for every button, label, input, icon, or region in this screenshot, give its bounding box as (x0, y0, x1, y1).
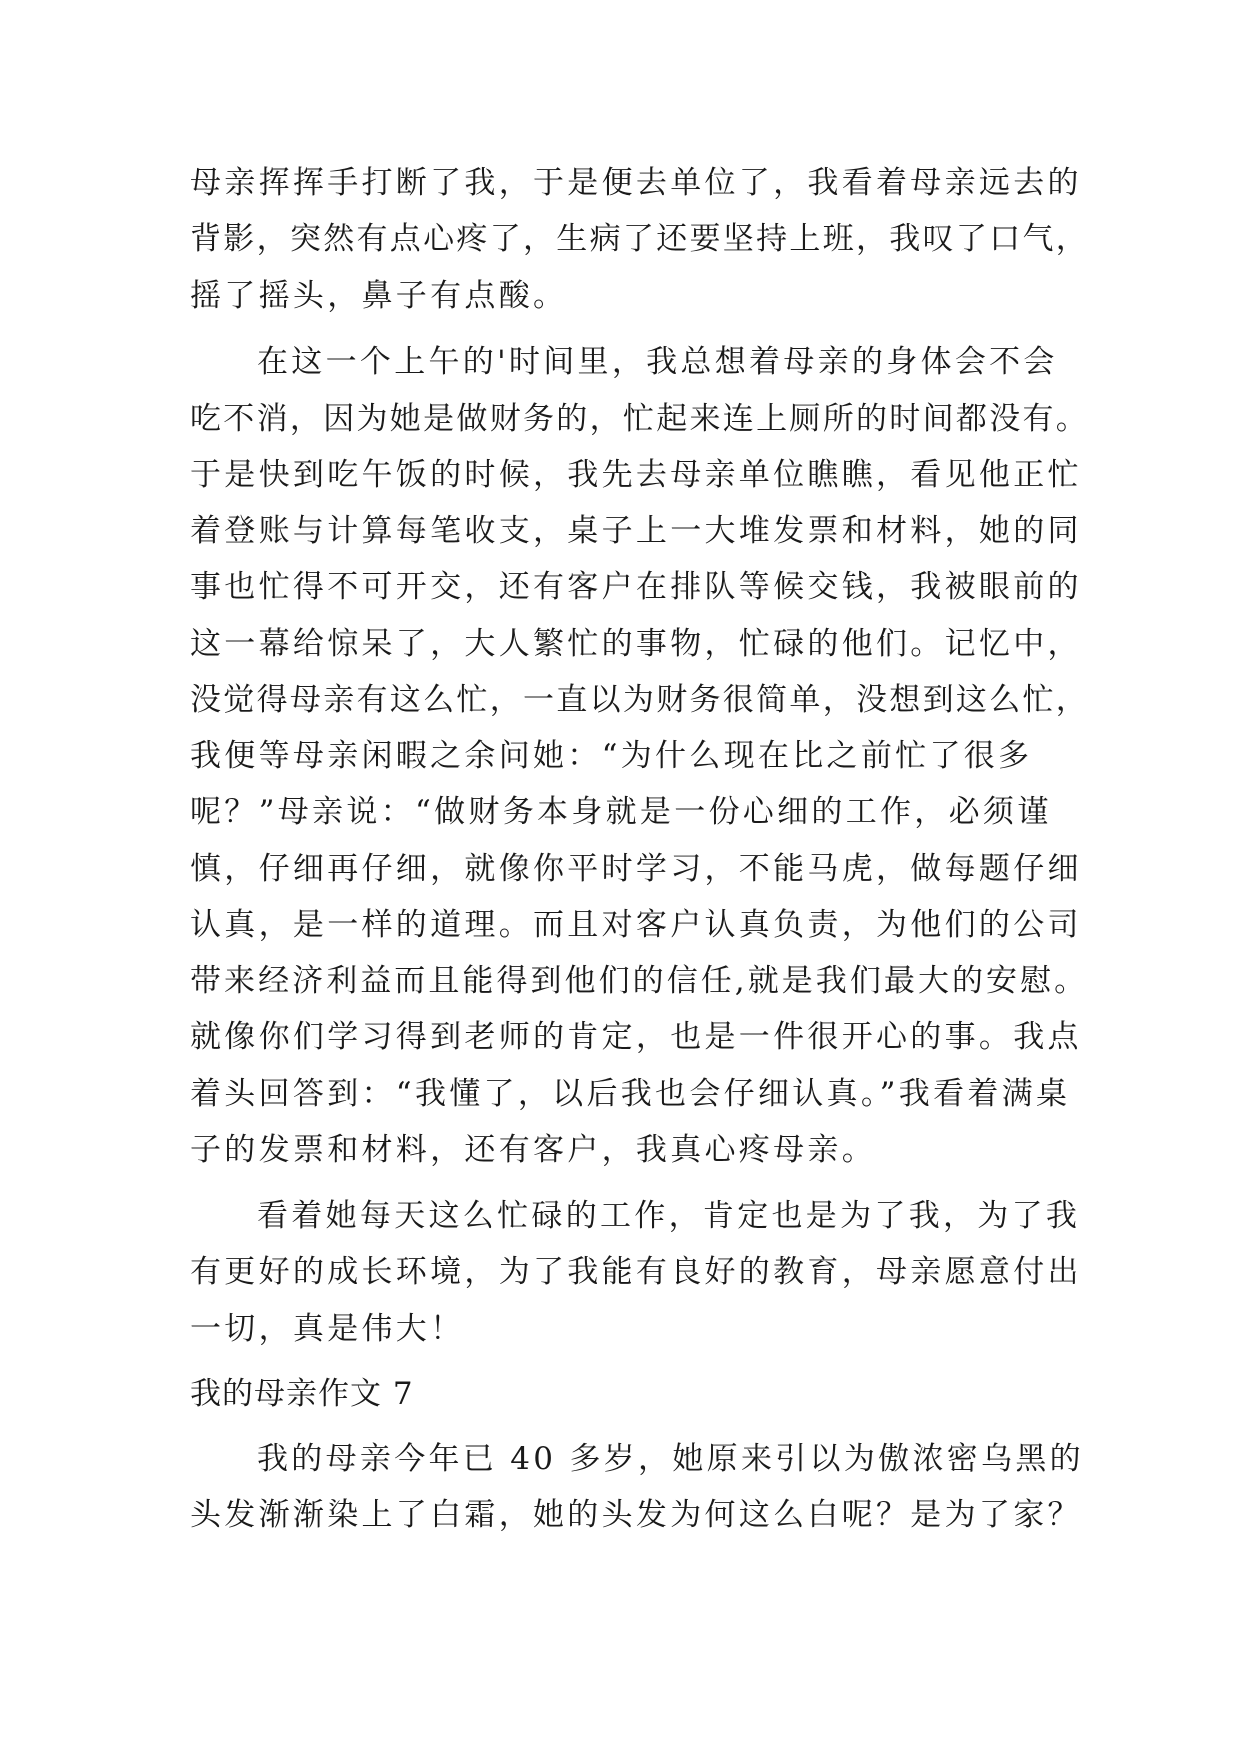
text-line: 认真，是一样的道理。而且对客户认真负责，为他们的公司 (190, 907, 1082, 943)
text-line: 着登账与计算每笔收支，桌子上一大堆发票和材料，她的同 (190, 513, 1082, 549)
text-line: 背影，突然有点心疼了，生病了还要坚持上班，我叹了口气， (190, 221, 1090, 257)
text-line: 有更好的成长环境，为了我能有良好的教育，母亲愿意付出 (190, 1254, 1082, 1290)
text-line: 母亲挥挥手打断了我，于是便去单位了，我看着母亲远去的 (190, 165, 1082, 201)
text-line: 摇了摇头，鼻子有点酸。 (190, 278, 568, 314)
text-line: 就像你们学习得到老师的肯定，也是一件很开心的事。我点 (190, 1019, 1082, 1055)
text-line: 呢？”母亲说：“做财务本身就是一份心细的工作，必须谨 (190, 794, 1052, 830)
text-line: 慎，仔细再仔细，就像你平时学习，不能马虎，做每题仔细 (190, 851, 1082, 887)
text-line: 带来经济利益而且能得到他们的信任,就是我们最大的安慰。 (190, 963, 1089, 999)
paragraph-start-line: 看着她每天这么忙碌的工作，肯定也是为了我，为了我 (257, 1198, 1081, 1234)
text-line: 没觉得母亲有这么忙，一直以为财务很简单，没想到这么忙， (190, 682, 1090, 718)
paragraph-start-line: 我的母亲今年已 40 多岁，她原来引以为傲浓密乌黑的 (257, 1441, 1084, 1477)
text-line: 一切，真是伟大！ (190, 1311, 465, 1347)
text-line: 我便等母亲闲暇之余问她：“为什么现在比之前忙了很多 (190, 738, 1033, 774)
text-line: 头发渐渐染上了白霜，她的头发为何这么白呢？是为了家？ (190, 1497, 1082, 1533)
text-line: 子的发票和材料，还有客户，我真心疼母亲。 (190, 1132, 876, 1168)
text-line: 这一幕给惊呆了，大人繁忙的事物，忙碌的他们。记忆中， (190, 626, 1082, 662)
text-line: 事也忙得不可开交，还有客户在排队等候交钱，我被眼前的 (190, 569, 1082, 605)
paragraph-start-line: 在这一个上午的'时间里，我总想着母亲的身体会不会 (257, 344, 1058, 380)
text-line: 吃不消，因为她是做财务的，忙起来连上厕所的时间都没有。 (190, 401, 1090, 437)
text-line: 于是快到吃午饭的时候，我先去母亲单位瞧瞧，看见他正忙 (190, 457, 1082, 493)
section-heading: 我的母亲作文 7 (190, 1376, 414, 1412)
text-line: 着头回答到：“我懂了，以后我也会仔细认真。”我看着满桌 (190, 1076, 1071, 1112)
